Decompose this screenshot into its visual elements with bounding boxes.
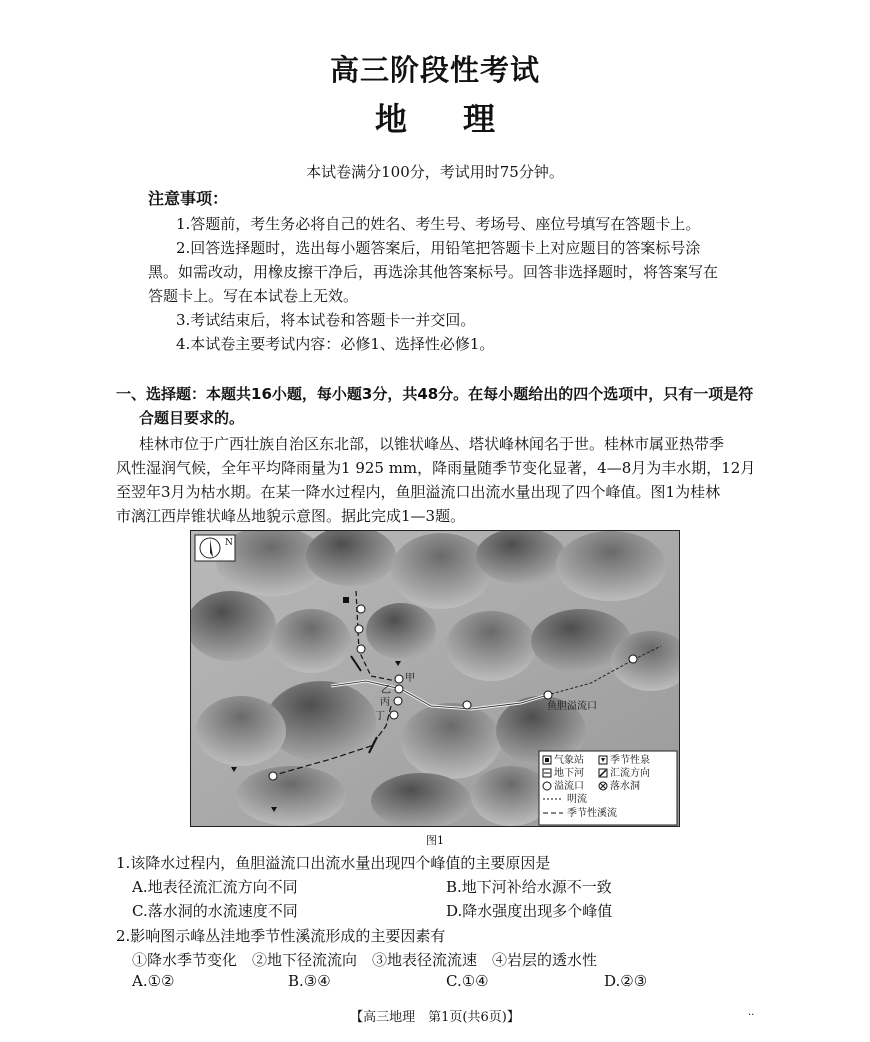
label-bing: 丙 [380,697,390,708]
intro-text: 本试卷满分100分，考试用时75分钟。 [306,163,564,181]
q1-option-d[interactable]: D.降水强度出现多个峰值 [446,902,613,920]
sinkhole-icon [390,711,398,719]
legend-underground-river: 地下河 [554,768,584,779]
north-arrow-icon [195,535,235,561]
legend-weather-station: 气象站 [554,755,584,766]
weather-station-icon [343,597,349,603]
section1-heading-line1: 一、选择题：本题共16小题，每小题3分，共48分。在每小题给出的四个选项中，只有一项是符 [116,385,754,403]
sinkhole-icon [395,685,403,693]
label-outlet: 鱼胆溢流口 [547,701,597,712]
notice-item-3: 3.考试结束后，将本试卷和答题卡一并交回。 [176,311,476,329]
q2-option-a[interactable]: A.①② [132,972,175,990]
notice-item-1: 1.答题前，考生务必将自己的姓名、考生号、考场号、座位号填写在答题卡上。 [176,215,701,233]
legend-seasonal-spring: 季节性泉 [610,755,650,766]
legend-open-stream: 明流 [567,794,587,805]
q1-option-c[interactable]: C.落水洞的水流速度不同 [132,902,298,920]
notice-item-2-line3: 答题卡上。写在本试卷上无效。 [148,287,359,305]
overflow-outlet-icon [357,605,365,613]
passage-line2: 风性湿润气候，全年平均降雨量为1 925 mm，降雨量随季节变化显著，4—8月为丰水期，12月 [116,459,756,477]
subject-title: 地理 [374,100,551,138]
sinkhole-icon [395,675,403,683]
passage-line3: 至翌年3月为枯水期。在某一降水过程内，鱼胆溢流口出流水量出现了四个峰值。图1为桂林 [116,483,721,501]
notice-item-4: 4.本试卷主要考试内容：必修1、选择性必修1。 [176,335,495,353]
q2-option-c[interactable]: C.①④ [446,972,489,990]
overflow-outlet-icon [357,645,365,653]
figure-1-map [190,530,680,827]
q2-stem: 2.影响图示峰丛洼地季节性溪流形成的主要因素有 [116,927,446,945]
exam-title: 高三阶段性考试 [329,53,540,87]
q1-option-b[interactable]: B.地下河补给水源不一致 [446,878,612,896]
q2-option-d[interactable]: D.②③ [604,972,648,990]
legend-overflow-outlet: 溢流口 [554,781,584,792]
q2-option-b[interactable]: B.③④ [288,972,331,990]
legend-seasonal-stream: 季节性溪流 [567,808,617,819]
legend-sinkhole: 落水洞 [610,781,640,792]
sinkhole-icon [463,701,471,709]
north-label: N [225,538,233,548]
overflow-outlet-icon [355,625,363,633]
q1-option-a[interactable]: A.地表径流汇流方向不同 [132,878,298,896]
notice-heading: 注意事项： [148,189,229,208]
page-footer: 【高三地理 第1页(共6页)】 [350,1010,520,1025]
passage-line4: 市漓江西岸锥状峰丛地貌示意图。据此完成1—3题。 [116,507,466,525]
section1-heading-line2: 合题目要求的。 [139,409,245,427]
notice-item-2-line2: 黑。如需改动，用橡皮擦干净后，再选涂其他答案标号。回答非选择题时，将答案写在 [148,263,719,281]
figure-caption: 图1 [426,834,444,847]
notice-item-2-line1: 2.回答选择题时，选出每小题答案后，用铅笔把答题卡上对应题目的答案标号涂 [176,239,701,257]
q1-stem: 1.该降水过程内，鱼胆溢流口出流水量出现四个峰值的主要原因是 [116,854,551,872]
label-yi: 乙 [381,685,391,696]
overflow-outlet-icon [544,691,552,699]
label-jia: 甲 [405,673,415,684]
sinkhole-icon [394,697,402,705]
label-ding: 丁 [375,711,385,722]
legend-flow-direction: 汇流方向 [610,768,650,779]
passage-line1: 桂林市位于广西壮族自治区东北部，以锥状峰丛、塔状峰林闻名于世。桂林市属亚热带季 [139,435,725,453]
q2-factors: ①降水季节变化 ②地下径流流向 ③地表径流流速 ④岩层的透水性 [132,951,598,969]
corner-mark: ·· [748,1010,755,1021]
map-legend [539,751,677,825]
overflow-outlet-icon [269,772,277,780]
sinkhole-icon [629,655,637,663]
